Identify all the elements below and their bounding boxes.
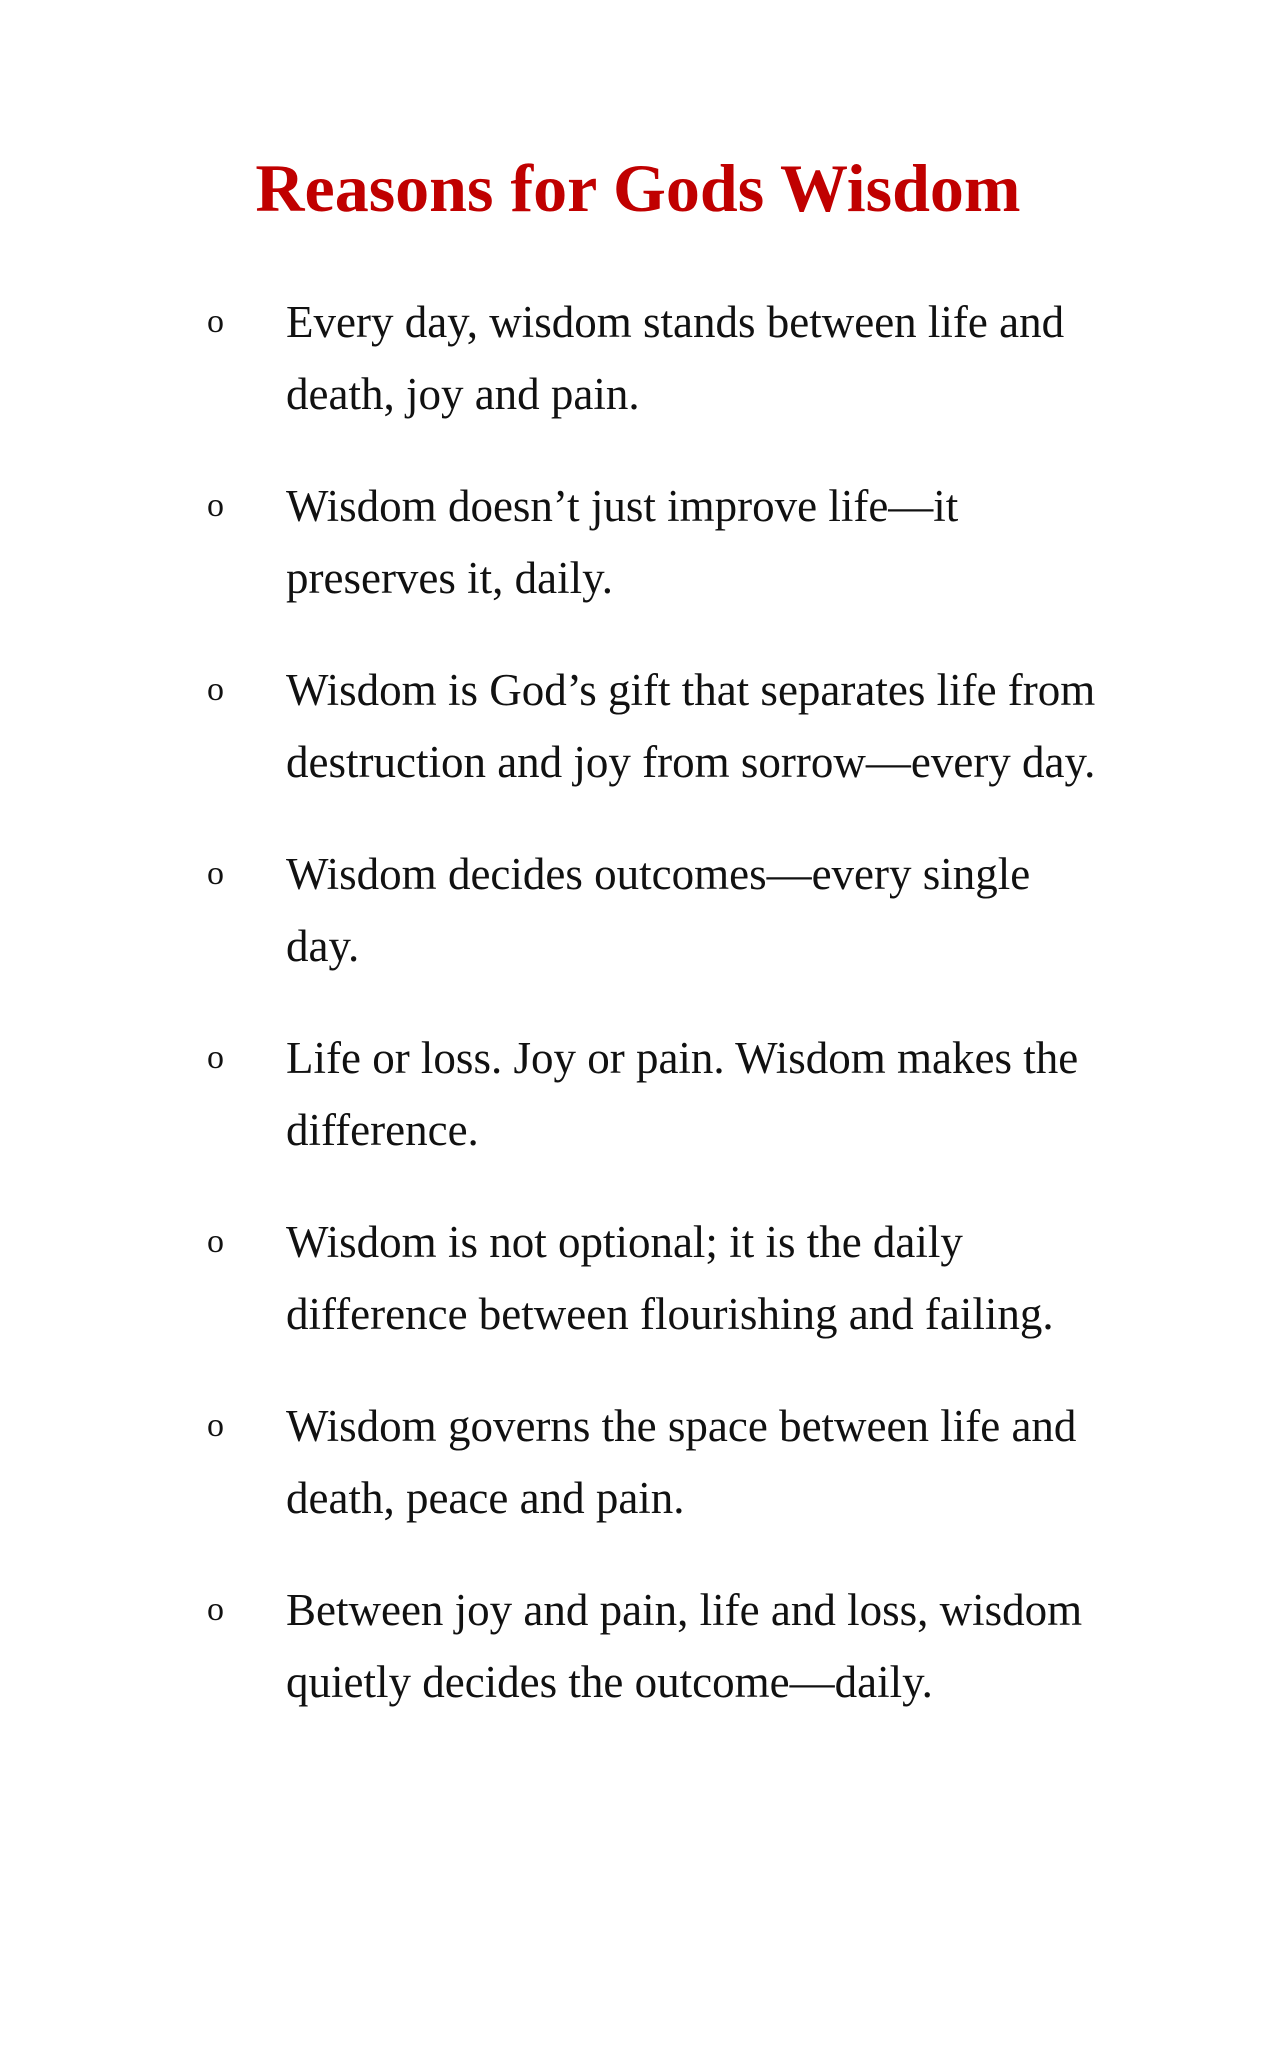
list-item	[207, 1574, 1107, 1718]
list-item-text: Between joy and pain, life and loss, wisdom quietly decides the outcome—daily.	[286, 1585, 1083, 1707]
hollow-circle-bullet-icon: o	[207, 1591, 224, 1628]
list-item-text: Every day, wisdom stands between life and death, joy and pain.	[286, 297, 1065, 419]
list-item	[207, 654, 1107, 798]
hollow-circle-bullet-icon: o	[207, 1223, 224, 1260]
list-item	[207, 1206, 1107, 1350]
hollow-circle-bullet-icon: o	[207, 855, 224, 892]
list-item-text: Wisdom is not optional; it is the daily difference between flourishing and failing.	[286, 1217, 1054, 1339]
hollow-circle-bullet-icon: o	[207, 1407, 224, 1444]
list-item	[207, 838, 1107, 982]
list-item	[207, 1022, 1107, 1166]
list-item-text: Wisdom governs the space between life and death, peace and pain.	[286, 1401, 1077, 1523]
list-item	[207, 470, 1107, 614]
list-item-text: Wisdom is God’s gift that separates life from destruction and joy from sorrow—every day.	[286, 665, 1096, 787]
hollow-circle-bullet-icon: o	[207, 487, 224, 524]
list-item-text: Life or loss. Joy or pain. Wisdom makes the difference.	[286, 1033, 1079, 1155]
hollow-circle-bullet-icon: o	[207, 1039, 224, 1076]
hollow-circle-bullet-icon: o	[207, 303, 224, 340]
bullet-list	[207, 286, 1107, 1758]
list-item-text: Wisdom doesn’t just improve life—it preserves it, daily.	[286, 481, 959, 603]
hollow-circle-bullet-icon: o	[207, 671, 224, 708]
list-item	[207, 286, 1107, 430]
list-item	[207, 1390, 1107, 1534]
page-title: Reasons for Gods Wisdom	[255, 150, 1021, 226]
list-item-text: Wisdom decides outcomes—every single day.	[286, 849, 1031, 971]
